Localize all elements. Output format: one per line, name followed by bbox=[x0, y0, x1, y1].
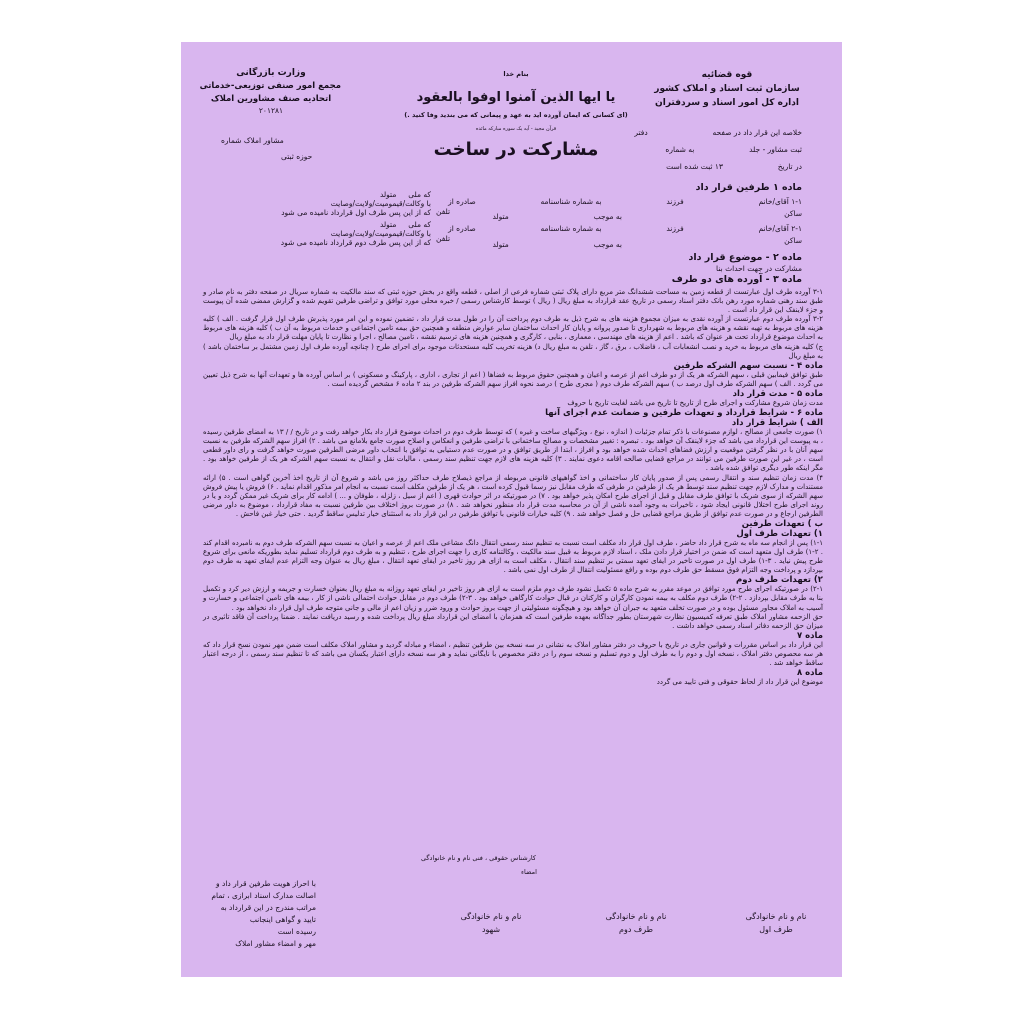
party1-obligations: ۱-۱) پس از انجام سه ماه به شرح قرار داد حاضر ، طرف اول قرار داد مکلف است نسبت به تنظیم سند رسمی انتقال دانگ مشاعی ملک اعم از عرصه و اعیان به نسبت سهم الشرکه طرف دوم به نامبرده اقدام کند . ۲-۱) طرف اول متعهد است که ضمن در اختیار قرار دادن ملک ، اسناد لازم مربوط به قبیل سند مالکیت ، وکالتنامه کاری را جهت اجرای طرح ، تنظیم و به طرف دوم قرارداد تسلیم نماید بطوریکه مانعی برای شروع طرح پیش نیاید . ۳-۱) طرف اول در صورت تاخیر در ایفای تعهد سمتی بر تنظیم سند انتقال ، مکلف است به ازای هر روز تاخیر در ایفای تعهد انتقال ، مبلغ ریال به عنوان وجه التزام عدم ایفای تعهد به طرف دوم بپردازد و پرداخت وجه التزام فوق مسقط حق طرف دوم بوده و رافع مسئولیت انتقال از طرف اول نمی باشد . bbox=[203, 538, 824, 575]
registry-dept-title: اداره کل امور اسناد و سردفتران bbox=[655, 98, 799, 108]
ayah-translation: (ای کسانی که ایمان آورده اید به عهد و پیمانی که می بندید وفا کنید .) bbox=[404, 111, 628, 119]
advisor-seal-label: مهر و امضاء مشاور املاک bbox=[235, 939, 316, 948]
clause-3-1: ۳-۱ آورده طرف اول عبارتست از قطعه زمین به مساحت ششدانگ متر مربع دارای پلاک ثبتی شماره فرعی از اصلی ، قطعه واقع در بخش حوزه ثبتی که سند مالکیت به شماره سریال در صفحه دفتر به نام صادر و طبق سند رهنی شماره مورد رهن بانک دفتر اسناد رسمی در تاریخ عقد قرارداد به مبلغ ریال ( ریال ) توسط کارشناس رسمی / خبره محلی مورد توافق و تراضی طرفین تقویم شده و گزارش ممضی شده آن پیوست و جزء لاینفک این قرار داد است . bbox=[203, 288, 823, 315]
party2-tel: تلفن bbox=[436, 234, 451, 243]
party2-father-label: فرزند bbox=[666, 224, 684, 233]
party1-statement bbox=[261, 190, 431, 217]
party2-designation: که از این پس طرف دوم قرارداد نامیده می شود bbox=[280, 238, 431, 247]
party2-sign-role: طرف دوم bbox=[619, 925, 653, 934]
article2-heading: ماده ۲ - موضوع قرار داد bbox=[688, 252, 802, 263]
party2-name-row bbox=[448, 224, 802, 233]
ayah-text: یا ایها الذین آمنوا اوفوا بالعقود bbox=[416, 90, 616, 105]
union-title: اتحادیه صنف مشاورین املاک bbox=[210, 94, 332, 104]
party2-mojeb bbox=[492, 240, 622, 249]
party1-name-label: ۱-۱ آقای/خانم bbox=[758, 197, 802, 206]
party1-id-label: به شماره شناسنامه bbox=[540, 197, 602, 206]
signature-party1 bbox=[721, 910, 831, 936]
party2-obligations-heading: ۲) تعهدات طرف دوم bbox=[736, 575, 823, 586]
party2-obligations: ۲-۱) در صورتیکه اجرای طرح مورد توافق در موعد مقرر به شرح ماده ۵ تکمیل نشود طرف دوم ملزم است به ازای هر روز تاخیر در ایفای تعهد روزانه به مبلغ ریال بعنوان خسارت و جریمه و ارزش دیر کرد و تکمیل بنا به طرف مقابل بپردازد . ۲-۲) طرف دوم مکلف به بیمه نمودن کارگران و کارکنان در قبال حوادث کارگاهی خواهد بود . ۳-۲) طرف دوم در مقابل حوادث احتمالی ناشی از کار ، بیمه های تامین اجتماعی و خسارت و آسیب به املاک مجاور مسئول بوده و در صورت تخلف متعهد به جبران آن خواهد بود و هیچگونه مسئولیتی از جهت بروز حوادث و ورود ضرر و زیان اعم از مالی و جانی متوجه طرف اول قرار داد نخواهد بود . bbox=[203, 585, 824, 612]
article7-heading: ماده ۷ bbox=[797, 630, 823, 641]
clause-5: مدت زمان شروع مشارکت و اجرای طرح از تاریخ تا تاریخ می باشد لغایت تاریخ با حروف bbox=[567, 398, 823, 407]
clause-4: طبق توافق فیمابین قبلی ، سهم الشرکه هر یک از دو طرف اعم از عرصه و اعیان و همچنین حقوق مربوط به فضاها ( اعم از تجاری ، اداری ، پارکینگ و مسکونی ) بر اساس آورده ها و تعهدات آنها به شرح ذیل تعیین می گردد . الف ) سهم الشرکه طرف اول درصد ب ) سهم الشرکه طرف دوم ( مجری طرح ) درصد نحوه افراز سهم الشرکه طرفین در بند ۲ ماده ۶ مشخص گردیده است . bbox=[203, 370, 823, 388]
party2-id-label: به شماره شناسنامه bbox=[540, 224, 602, 233]
registry-date bbox=[666, 162, 802, 171]
article8-heading: ماده ۸ bbox=[797, 668, 823, 679]
party1-tel: تلفن bbox=[436, 207, 451, 216]
header-right bbox=[652, 70, 802, 108]
witness-sign-name: نام و نام خانوادگی bbox=[460, 912, 522, 921]
registry-date-label: در تاریخ bbox=[777, 162, 802, 171]
party2-residence: ساکن bbox=[784, 236, 802, 245]
advisor-certification bbox=[206, 878, 316, 950]
party2-name-label: ۲-۱ آقای/خانم bbox=[758, 224, 802, 233]
clause-6a-1: ۱) صورت جامعی از مصالح ، لوازم مصنوعات با ذکر تمام جزئیات ( اندازه ، نوع ، ویژگیهای ساخت و غیره ) که توسط طرف دوم در احداث موضوع قرار داد بکار خواهد رفت و در تاریخ / / ۱۳ به امضای طرفین رسیده ، به پیوست این قرارداد می باشد که جزء لاینفک آن خواهد بود . تبصره : تغییر مشخصات و مصالح ساختمانی با تراضی طرفین و انعکاس و اصلاح صورت جامع بلامانع می باشد . ۲) افراز سهم الشرکه طرفین به نسبت سهم آنان با در نظر گرفتن موقعیت و ارزش فضاهای احداث شده خواهد بود و افراز ، ابتدا از طریق توافق و در صورت عدم دستیابی به توافق با انتخاب داور مرضی الطرفین صورت خواهد گرفت و رای داور قطعی است ، در غیر این صورت طرفین می توانند در مراجع قضایی صالحه اقامه دعوی نمایند . ۳) کلیه هزینه های لازم جهت تنظیم سند رسمی ، مالیات نقل و انتقال به نسبت سهم الشرکه هر یک از طرفین خواهد بود . مگر اینکه طور دیگری توافق شده باشد . bbox=[203, 428, 823, 473]
advisor-fee-clause: حق الزحمه مشاور املاک طبق تعرفه کمیسیون نظارت شهرستان بطور جداگانه بعهده طرفین است که همزمان با امضای این قرارداد مبلغ ریال پرداخت شده و رسید دریافت نمایند . ضمنا پرداخت آن فاقد تاثیری در میزان حق الزحمه دفاتر اسناد رسمی خواهد داشت . bbox=[203, 612, 823, 630]
article4-heading: ماده ۴ - نسبت سهم الشرکه طرفین bbox=[673, 360, 823, 371]
clause-6a-2: ۴) مدت زمان تنظیم سند و انتقال رسمی پس از صدور پایان کار ساختمانی و اخذ گواهیهای قانونی مربوطه از مراجع ذیصلاح طرف حداکثر روز می باشد و شروع آن از تاریخ اخذ آخرین گواهی است . ۵) ارائه مستندات و مدارک لازم جهت تنظیم سند توسط هر یک از طرفین در طرفی که طرف مقابل نیز رسما قبول کرده است ، هر یک از طرفین مکلف است نسبت به انجام امر مذکور اقدام نماید . ۶) فروش یا پیش فروش سهم الشرکه از سوی شریک با توافق طرف مقابل و قبل از اجرای طرح امکان پذیر خواهد بود . ۷) در صورتیکه در اثر حوادث قهری ( اعم از سیل ، زلزله ، طوفان و ... ) ادامه کار برای شریک غیر ممکن گردد و یا در روند اجرای طرح اختلال قانونی ایجاد شود ، تاخیرات به وجود آمده ناشی از آن در محاسبه مدت قرار داد منظور نخواهد شد . ۸) در صورت بروز اختلاف بین طرفین نسبت به مفاد قرارداد ، موضوع به داور مرضی الطرفین ارجاع و در صورت عدم توافق از طریق مراجع قضایی حل و فصل خواهد شد . ۹) کلیه خیارات قانونی با توافق طرفین در این قرار داد به استثنای خیار تدلیس ساقط گردید . حتی خیار غبن فاحش . bbox=[203, 473, 823, 518]
party1-corporate-label: که ملی bbox=[408, 190, 431, 199]
party2-corporate-label: که ملی bbox=[408, 220, 431, 229]
district-label: حوزه ثبتی bbox=[281, 152, 313, 161]
form-serial: ۲۰۱۲۸۱ bbox=[258, 106, 284, 115]
party1-sign-name: نام و نام خانوادگی bbox=[745, 912, 807, 921]
party1-issued-label: صادره از bbox=[448, 197, 476, 206]
article6b-heading: ب ) تعهدات طرفین bbox=[741, 518, 823, 529]
advisor-number-label: مشاور املاک شماره bbox=[221, 136, 284, 145]
party1-father-label: فرزند bbox=[666, 197, 684, 206]
article6a-heading: الف ) شرایط قرار داد bbox=[731, 418, 823, 429]
party1-statement-born: متولد bbox=[379, 190, 397, 199]
legal-expert-sign: امضاء bbox=[521, 868, 537, 876]
clause-3-3: ج) کلیه هزینه های مربوط به خرید و نصب انشعابات آب ، فاضلاب ، برق ، گاز ، تلفن به مبلغ ریال د) هزینه تخریب کلیه مستحدثات موجود برای اجرای طرح ( چنانچه آورده طرف اول زمین مشتمل بر ساختمان باشد ) به مبلغ ریال bbox=[203, 342, 823, 360]
party1-designation: که از این پس طرف اول قرارداد نامیده می شود bbox=[281, 208, 431, 217]
party2-statement-born: متولد bbox=[379, 220, 397, 229]
party1-obligations-heading: ۱) تعهدات طرف اول bbox=[736, 528, 823, 539]
signature-witness bbox=[436, 910, 546, 936]
advisor-cert-receipt: رسیده است bbox=[277, 927, 316, 936]
party1-born-label: متولد bbox=[492, 212, 509, 221]
party2-statement bbox=[261, 220, 431, 247]
party1-mojeb-label: به موجب bbox=[593, 212, 622, 221]
registry-org-title: سازمان ثبت اسناد و املاک کشور bbox=[654, 84, 800, 94]
party2-sign-name: نام و نام خانوادگی bbox=[605, 912, 667, 921]
party2-born-label: متولد bbox=[492, 240, 509, 249]
header-left bbox=[201, 68, 341, 115]
registry-year: ۱۳ bbox=[714, 162, 723, 171]
page-title: مشارکت در ساخت bbox=[433, 139, 599, 160]
party1-sign-role: طرف اول bbox=[759, 925, 793, 934]
article3-heading: ماده ۳ - آورده های دو طرف bbox=[671, 274, 802, 285]
party2-mojeb-label: به موجب bbox=[593, 240, 622, 249]
contract-body bbox=[203, 288, 823, 687]
legal-expert-label: کارشناس حقوقی ، فنی نام و نام خانوادگی bbox=[421, 854, 536, 862]
header-center bbox=[396, 70, 636, 160]
ayah-source: قرآن مجید - آیه یک سوره مبارکه مائده bbox=[475, 126, 557, 132]
party1-proxy-label: با وکالت/قیمومیت/ولایت/وصایت bbox=[330, 199, 431, 208]
signature-party2 bbox=[581, 910, 691, 936]
guild-council-title: مجمع امور صنفی توزیعی-خدماتی bbox=[199, 81, 341, 91]
registry-office-label: دفتر bbox=[634, 128, 648, 137]
registry-advisor bbox=[665, 145, 802, 154]
party2-issued-label: صادره از bbox=[448, 224, 476, 233]
party2-proxy-label: با وکالت/قیمومیت/ولایت/وصایت bbox=[330, 229, 431, 238]
witness-sign-role: شهود bbox=[481, 925, 501, 934]
registry-advisor-label: ثبت مشاور - جلد bbox=[749, 145, 802, 154]
party1-mojeb bbox=[492, 212, 622, 221]
registry-number-label: به شماره bbox=[665, 145, 695, 154]
clause-7: این قرار داد بر اساس مقررات و قوانین جاری در تاریخ با حروف در دفتر مشاور املاک به نشانی در سه نسخه بین طرفین تنظیم ، امضاء و مبادله گردید و مشاور املاک مکلف است ضمن مهر نمودن نسخ قرار داد که هر سه محصوص دفتر املاک ، نسخه اول و دوم را به طرف اول و دوم تسلیم و نسخه سوم را در دفتر مخصوص با نایگانی نماید و هر سه نسخه دارای اعتبار یکسان می باشد که تا تنظیم سند رسمی ، از درجه اعتبار ساقط خواهد شد . bbox=[203, 640, 823, 667]
article5-heading: ماده ۵ - مدت قرار داد bbox=[732, 388, 823, 399]
contract-sheet bbox=[181, 42, 842, 977]
registry-summary bbox=[634, 128, 802, 137]
article2-text: مشارکت در جهت احداث بنا bbox=[716, 264, 802, 273]
party1-name-row bbox=[448, 197, 802, 206]
registry-registered-label: ثبت شده است bbox=[666, 162, 713, 171]
article6-heading: ماده ۶ - شرایط قرارداد و تعهدات طرفین و ضمانت عدم اجرای آنها bbox=[545, 408, 823, 419]
registry-summary-label: خلاصه این قرار داد در صفحه bbox=[712, 128, 802, 137]
party1-residence: ساکن bbox=[784, 209, 802, 218]
ministry-title: وزارت بازرگانی bbox=[236, 68, 306, 78]
article1-heading: ماده ۱ طرفین قرار داد bbox=[695, 182, 802, 193]
clause-3-2: ۳-۲ آورده طرف دوم عبارتست از آورده نقدی به میزان مجموع هزینه های به شرح ذیل به طرف دوم پرداخت آن را در طول مدت قرار داد ، تضمین نموده و این امر مورد پذیرش طرف اول قرار گرفت . الف ) کلیه هزینه های مربوط به تهیه نقشه و هزینه های مربوط به شهرداری تا صدور پروانه و پایان کار احداث ساختمان سایر عوارض منطقه و همچنین حق بیمه تامین اجتماعی و خدمات مربوط به آن ب ) کلیه هزینه های مربوط به احداث موضوع قرارداد تحت هر عنوان که باشد . اعم از هزینه های مهندسی ، معماری ، بنایی ، کارگری و همچنین هزینه های ترسیم نقشه ، تامین مصالح ، اجرا و نظارت تا پایان مهلت قرار داد به مبلغ ریال bbox=[203, 315, 823, 342]
judiciary-title: قوه قضائیه bbox=[701, 70, 753, 80]
clause-8: موضوع این قرار داد از لحاظ حقوقی و فنی تایید می گردد bbox=[656, 678, 823, 687]
advisor-cert-text: با احراز هویت طرفین قرار داد و اصالت مدارک اسناد ابرازی ، تمام مراتب مندرج در این قرارداد به تایید و گواهی اینجانب bbox=[211, 879, 316, 924]
bismillah: بنام خدا bbox=[503, 70, 529, 78]
